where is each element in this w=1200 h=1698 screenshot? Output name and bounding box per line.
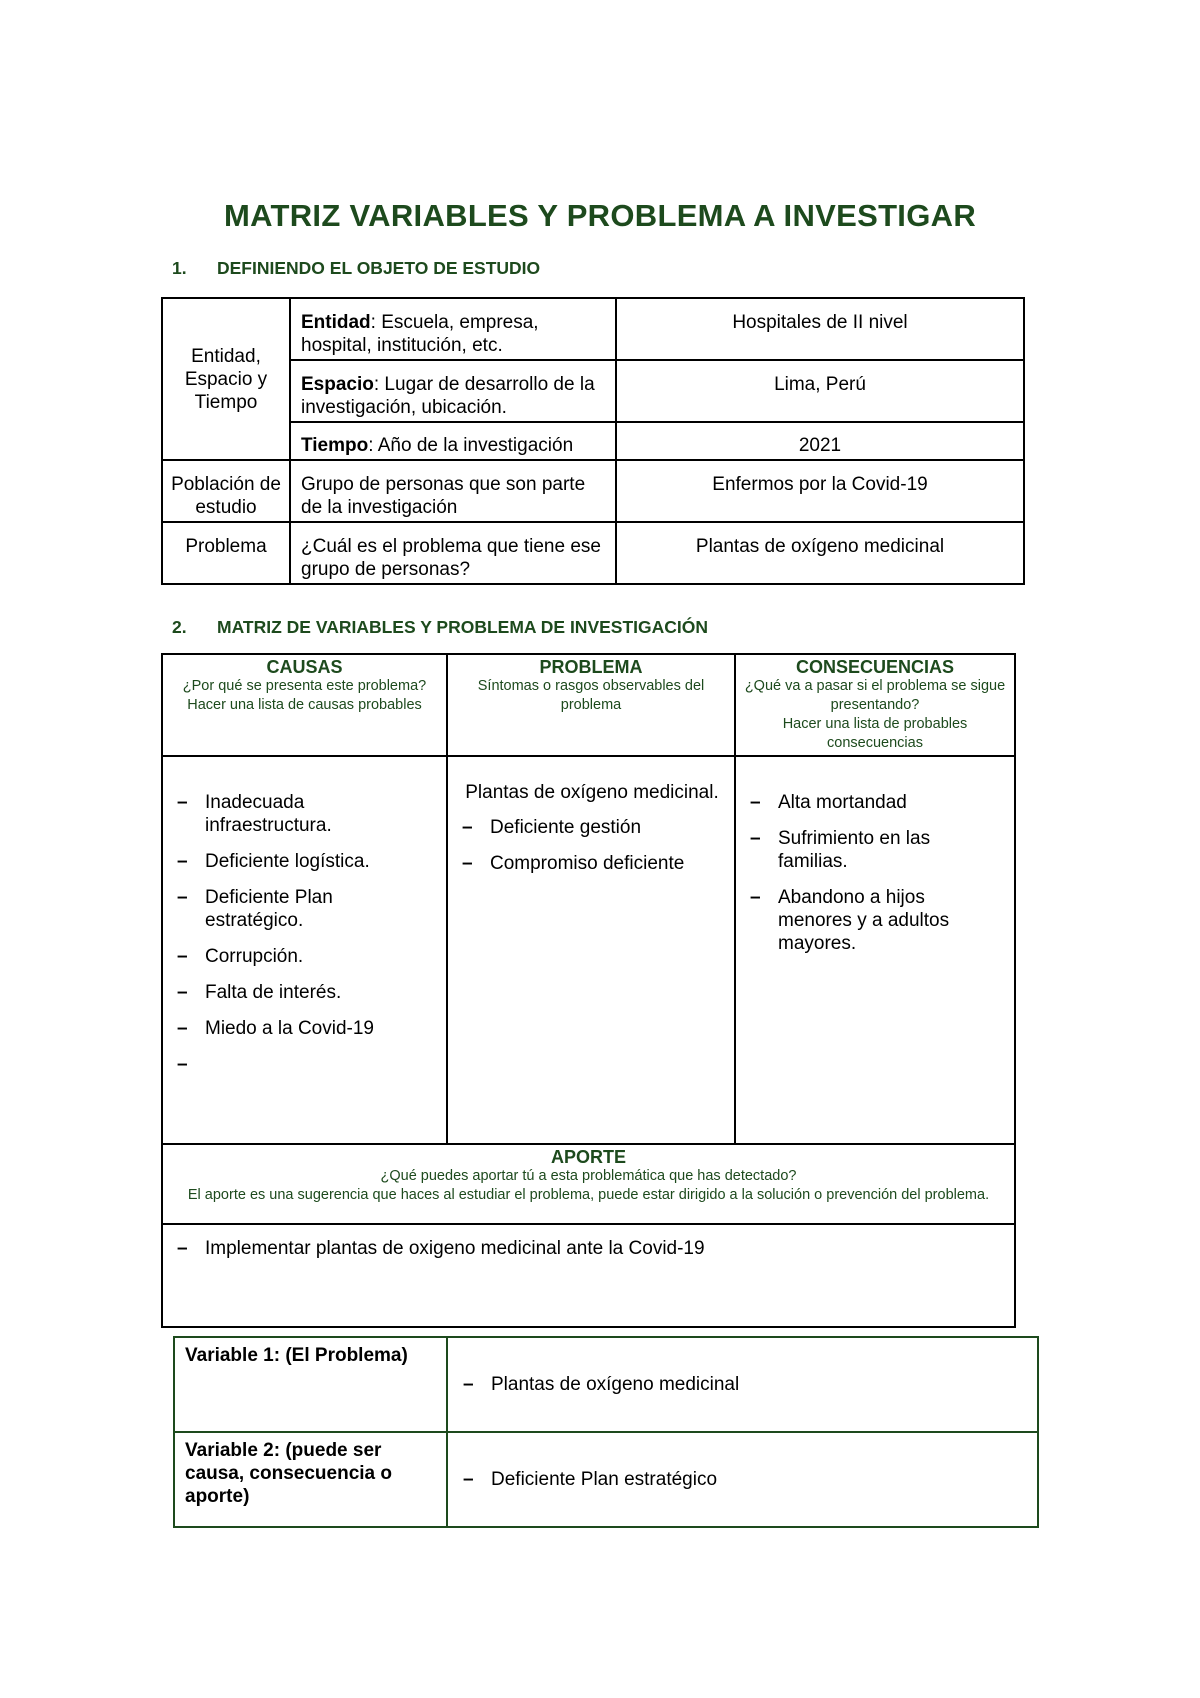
section-2-number: 2. <box>172 617 187 637</box>
list-item: – Deficiente Plan estratégico. <box>175 886 436 932</box>
section-2-heading <box>172 617 708 638</box>
list-item: – Deficiente gestión <box>460 816 724 839</box>
causas-subtitle-1: ¿Por qué se presenta este problema? <box>182 678 427 694</box>
problema-subtitle: Síntomas o rasgos observables del problema <box>477 678 705 713</box>
problema-description: ¿Cuál es el problema que tiene ese grupo de personas? <box>290 522 616 584</box>
consecuencias-subtitle-1: ¿Qué va a pasar si el problema se sigue presentando? <box>744 678 1006 713</box>
list-item: – Abandono a hijos menores y a adultos mayores. <box>748 886 1004 955</box>
espacio-value: Lima, Perú <box>616 360 1024 422</box>
list-item: – Miedo a la Covid-19 <box>175 1017 436 1040</box>
entidad-description <box>290 298 616 360</box>
entity-space-time-label: Entidad, Espacio y Tiempo <box>162 298 290 460</box>
table-row <box>162 756 1015 1144</box>
variable-2-list <box>461 1468 1027 1491</box>
problema-main-text: Plantas de oxígeno medicinal. <box>465 782 719 803</box>
table-row <box>162 422 1024 460</box>
causas-header <box>162 654 447 756</box>
entidad-value: Hospitales de II nivel <box>616 298 1024 360</box>
variable-2-value: – Deficiente Plan estratégico <box>461 1468 1027 1491</box>
aporte-subtitle-2: El aporte es una sugerencia que haces al estudiar el problema, puede estar dirigido a la solución o prevención del problema. <box>187 1187 990 1203</box>
object-of-study-table <box>161 297 1025 585</box>
aporte-title: APORTE <box>550 1147 626 1167</box>
variable-2-value-cell <box>447 1432 1038 1527</box>
consecuencias-subtitle-2: Hacer una lista de probables consecuencias <box>782 716 968 751</box>
espacio-desc: : Lugar de desarrollo de la investigación, ubicación. <box>301 374 595 418</box>
espacio-key: Espacio <box>301 374 374 395</box>
list-item: – Alta mortandad <box>748 791 1004 814</box>
poblacion-value: Enfermos por la Covid-19 <box>616 460 1024 522</box>
variables-table <box>173 1336 1039 1528</box>
variable-1-list <box>461 1373 1027 1396</box>
consecuencias-header <box>735 654 1015 756</box>
tiempo-value: 2021 <box>616 422 1024 460</box>
list-item: – Deficiente logística. <box>175 850 436 873</box>
page-title: MATRIZ VARIABLES Y PROBLEMA A INVESTIGAR <box>223 198 977 233</box>
problema-label: Problema <box>162 522 290 584</box>
problema-header <box>447 654 735 756</box>
espacio-description <box>290 360 616 422</box>
table-row <box>162 1144 1015 1224</box>
variable-1-value: – Plantas de oxígeno medicinal <box>461 1373 1027 1396</box>
consecuencias-title: CONSECUENCIAS <box>795 657 955 677</box>
problema-list-cell <box>447 756 735 1144</box>
poblacion-description: Grupo de personas que son parte de la investigación <box>290 460 616 522</box>
table-row <box>162 1224 1015 1327</box>
tiempo-desc: : Año de la investigación <box>368 435 574 456</box>
entidad-key: Entidad <box>301 312 371 333</box>
list-item: – Compromiso deficiente <box>460 852 724 875</box>
consecuencias-list <box>748 791 1004 955</box>
list-item: – Falta de interés. <box>175 981 436 1004</box>
poblacion-label: Población de estudio <box>162 460 290 522</box>
causas-list <box>175 791 436 1076</box>
causas-subtitle-2: Hacer una lista de causas probables <box>187 697 422 713</box>
table-row <box>174 1337 1038 1432</box>
variable-1-label: Variable 1: (El Problema) <box>174 1337 447 1432</box>
list-item: – Inadecuada infraestructura. <box>175 791 436 837</box>
section-1-heading <box>172 258 540 279</box>
entidad-desc: : Escuela, empresa, hospital, institución, etc. <box>301 312 539 356</box>
table-row <box>162 460 1024 522</box>
problema-value: Plantas de oxígeno medicinal <box>616 522 1024 584</box>
consecuencias-list-cell <box>735 756 1015 1144</box>
causas-list-cell <box>162 756 447 1144</box>
section-1-number: 1. <box>172 258 187 278</box>
aporte-header <box>162 1144 1015 1224</box>
variables-matrix-table <box>161 653 1016 1328</box>
tiempo-description <box>290 422 616 460</box>
problema-title: PROBLEMA <box>539 657 643 677</box>
table-row <box>162 298 1024 360</box>
table-row <box>174 1432 1038 1527</box>
list-item: – Sufrimiento en las familias. <box>748 827 1004 873</box>
aporte-list-cell <box>162 1224 1015 1327</box>
variable-2-label: Variable 2: (puede ser causa, consecuencia o aporte) <box>174 1432 447 1527</box>
table-row <box>162 360 1024 422</box>
section-1-title: DEFINIENDO EL OBJETO DE ESTUDIO <box>217 258 541 278</box>
tiempo-key: Tiempo <box>301 435 369 456</box>
aporte-subtitle-1: ¿Qué puedes aportar tú a esta problemática que has detectado? <box>380 1168 797 1184</box>
table-row <box>162 654 1015 756</box>
causas-title: CAUSAS <box>266 657 343 677</box>
list-item: – Corrupción. <box>175 945 436 968</box>
variable-1-value-cell <box>447 1337 1038 1432</box>
problema-list <box>460 816 724 875</box>
list-item: – Implementar plantas de oxigeno medicinal ante la Covid-19 <box>175 1237 1004 1260</box>
table-row <box>162 522 1024 584</box>
list-item <box>175 1053 436 1076</box>
aporte-list <box>175 1237 1004 1260</box>
section-2-title: MATRIZ DE VARIABLES Y PROBLEMA DE INVESTIGACIÓN <box>217 617 709 637</box>
